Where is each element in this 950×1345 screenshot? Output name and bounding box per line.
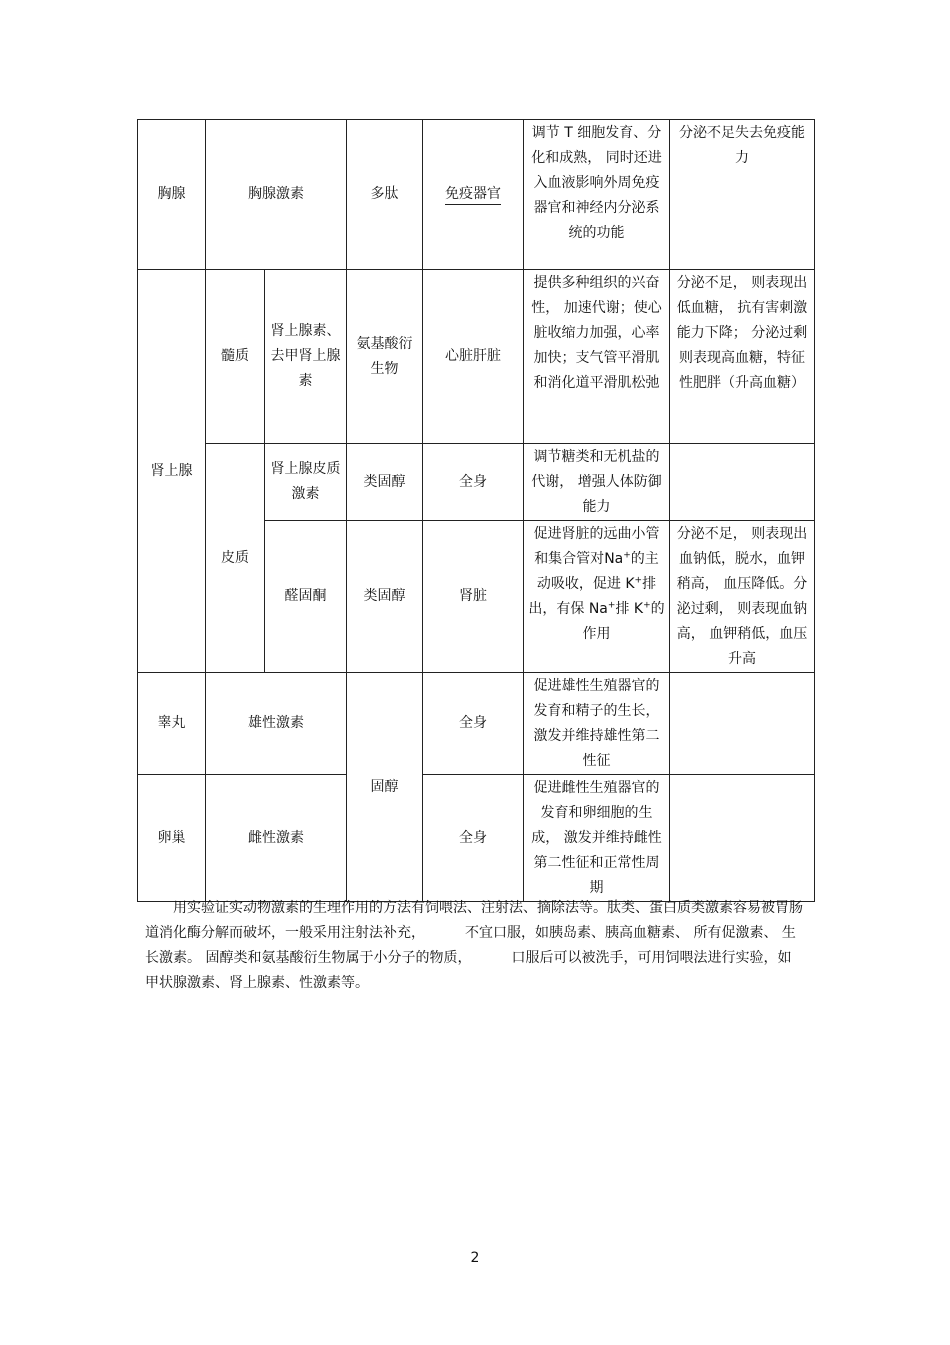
target-cell: 肾脏: [423, 521, 524, 673]
body-paragraph: [145, 896, 805, 996]
hormone-cell: 雄性激素: [206, 673, 347, 775]
hormone-cell: 雌性激素: [206, 775, 347, 902]
table-row: [138, 673, 815, 775]
sodium-symbol: Na: [604, 551, 624, 567]
ion-charge: +: [623, 550, 631, 561]
target-cell: [423, 120, 524, 270]
chemical-nature-cell: 固醇: [347, 673, 423, 902]
target-text: 免疫器官: [445, 186, 501, 205]
hormone-cell: 胸腺激素: [206, 120, 347, 270]
hormone-cell: 肾上腺皮质激素: [265, 444, 347, 521]
target-cell: 全身: [423, 673, 524, 775]
disorder-cell: [670, 775, 815, 902]
ion-charge: +: [643, 600, 651, 611]
paragraph-text: 用实验证实动物激素的生理作用的方法有饲喂法、注射法、摘除法等。肽类、蛋白质类激素容易被胃肠道消化酶分解而破坏，一般采用注射法补充，: [145, 900, 803, 941]
target-cell: 心脏肝脏: [423, 270, 524, 444]
function-text: 促进肾脏的远曲小管和集合管对: [533, 526, 660, 567]
potassium-symbol: K: [633, 601, 644, 617]
disorder-cell: 分泌不足， 则表现出血钠低，脱水，血钾稍高， 血压降低。分泌过剩， 则表现血钠高， 血钾稍低，血压升高: [670, 521, 815, 673]
function-cell: 调节 T 细胞发育、分化和成熟， 同时还进入血液影响外周免疫器官和神经内分泌系统的功能: [524, 120, 670, 270]
target-cell: 全身: [423, 444, 524, 521]
ion-charge: +: [634, 575, 643, 586]
part-cell: 髓质: [206, 270, 265, 444]
disorder-cell: 分泌不足， 则表现出低血糖， 抗有害刺激能力下降； 分泌过剩则表现高血糖，特征性肥胖（升高血糖）: [670, 270, 815, 444]
function-cell: 促进雌性生殖器官的发育和卵细胞的生成， 激发并维持雌性第二性征和正常性周期: [524, 775, 670, 902]
function-cell: 促进雄性生殖器官的发育和精子的生长， 激发并维持雄性第二性征: [524, 673, 670, 775]
function-text: 排: [615, 601, 634, 617]
function-cell: [524, 521, 670, 673]
paragraph-text: 不宜口服，如胰岛素、胰高血糖素、 所有促激素、 生长激素。 固醇类和氨基酸衍生物属于小分子的物质，: [145, 925, 796, 966]
table-row: [138, 444, 815, 521]
function-cell: 提供多种组织的兴奋性， 加速代谢；使心脏收缩力加强，心率加快；支气管平滑肌和消化道平滑肌松弛: [524, 270, 670, 444]
function-cell: 调节糖类和无机盐的代谢， 增强人体防御能力: [524, 444, 670, 521]
disorder-cell: [670, 444, 815, 521]
chemical-nature-cell: 多肽: [347, 120, 423, 270]
function-text: 的主动吸收，促进: [536, 551, 659, 592]
chemical-nature-cell: 氨基酸衍生物: [347, 270, 423, 444]
gland-cell: 卵巢: [138, 775, 206, 902]
function-text: 排出，有保: [528, 576, 657, 617]
hormone-cell: 醛固酮: [265, 521, 347, 673]
gland-cell: 胸腺: [138, 120, 206, 270]
target-cell: 全身: [423, 775, 524, 902]
table-row: [138, 120, 815, 270]
paragraph-text: 口服后可以被洗手，可用饲喂法进行实验，如甲状腺激素、肾上腺素、性激素等。: [145, 950, 792, 991]
function-text: 的作用: [582, 601, 665, 642]
table-row: [138, 775, 815, 902]
chemical-nature-cell: 类固醇: [347, 521, 423, 673]
disorder-cell: 分泌不足失去免疫能力: [670, 120, 815, 270]
chemical-nature-cell: 类固醇: [347, 444, 423, 521]
part-cell: 皮质: [206, 444, 265, 673]
ion-charge: +: [607, 600, 616, 611]
disorder-cell: [670, 673, 815, 775]
gland-cell: 肾上腺: [138, 270, 206, 673]
page-number: 2: [470, 1250, 480, 1266]
hormone-table: [137, 119, 815, 902]
sodium-symbol: Na: [588, 601, 608, 617]
gland-cell: 睾丸: [138, 673, 206, 775]
hormone-cell: 肾上腺素、去甲肾上腺素: [265, 270, 347, 444]
potassium-symbol: K: [625, 576, 635, 592]
table-row: [138, 270, 815, 444]
